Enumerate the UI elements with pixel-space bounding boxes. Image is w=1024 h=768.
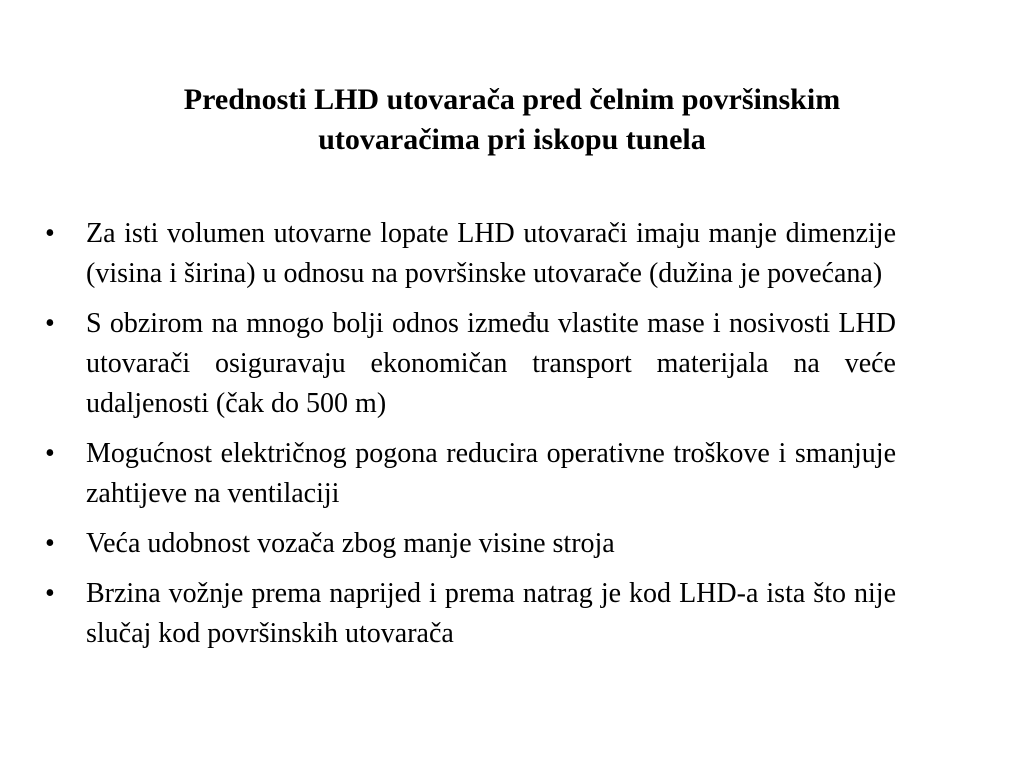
bullet-item [45,574,896,654]
bullet-text: S obzirom na mnogo bolji odnos između vlastite mase i nosivosti LHD utovarači osiguravaju ekonomičan transport materijala na veće udaljenosti (čak do 500 m) [86,308,896,419]
bullet-text: Za isti volumen utovarne lopate LHD utovarači imaju manje dimenzije (visina i širina) u odnosu na površinske utovarače (dužina je povećana) [86,218,896,289]
bullet-text: Veća udobnost vozača zbog manje visine stroja [86,528,615,559]
bullet-item [45,214,896,294]
bullet-marker: • [45,218,55,249]
slide-title [100,80,924,160]
slide-title-line-2: utovaračima pri iskopu tunela [318,123,706,156]
bullet-text: Mogućnost električnog pogona reducira operativne troškove i smanjuje zahtijeve na ventilaciji [86,438,896,509]
bullet-item [45,524,896,564]
bullet-marker: • [45,528,55,559]
bullet-item [45,434,896,514]
bullet-text: Brzina vožnje prema naprijed i prema natrag je kod LHD-a ista što nije slučaj kod površinskih utovarača [86,578,896,649]
bullet-marker: • [45,578,55,609]
bullet-marker: • [45,438,55,469]
bullet-list [45,214,896,664]
bullet-marker: • [45,308,55,339]
slide-title-line-1: Prednosti LHD utovarača pred čelnim površinskim [183,83,841,116]
bullet-item [45,304,896,424]
